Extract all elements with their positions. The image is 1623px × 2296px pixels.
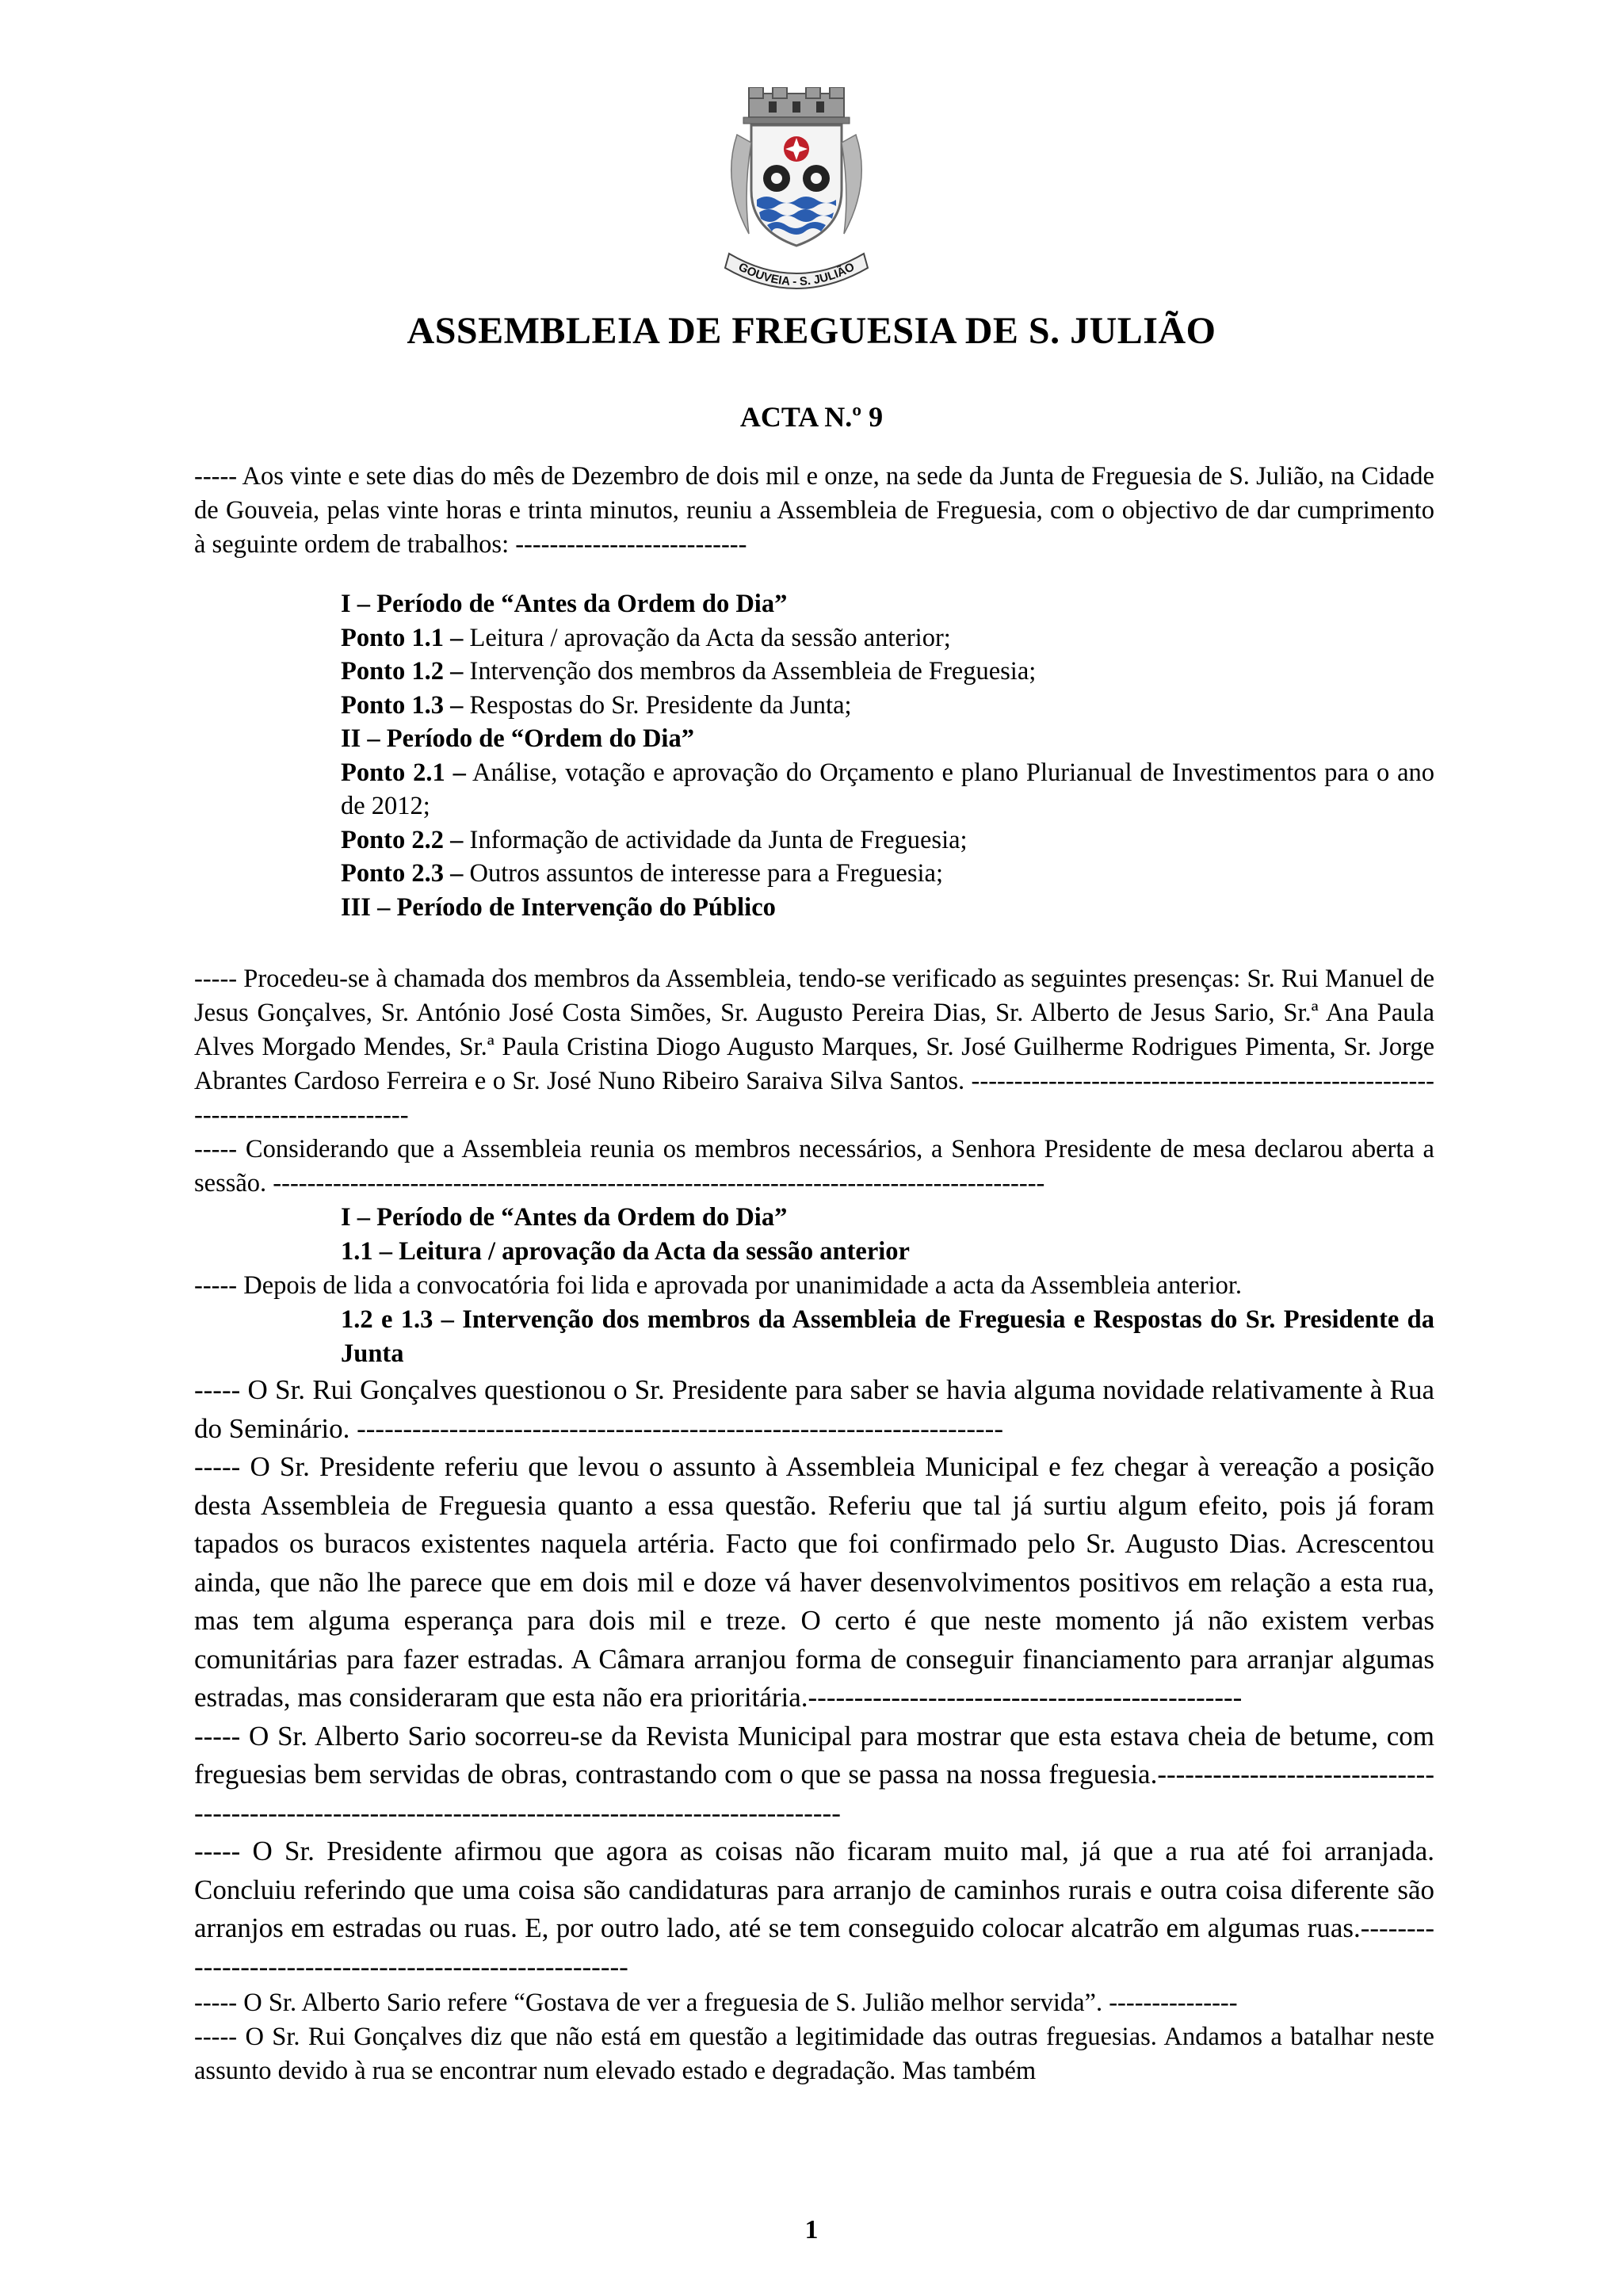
agenda-item-text: Outros assuntos de interesse para a Freguesia; — [463, 859, 943, 888]
agenda-item-label: Ponto 1.2 – — [341, 657, 464, 686]
agenda-item-1-2 — [341, 655, 1434, 689]
agenda-list — [341, 587, 1434, 924]
agenda-item-text: Leitura / aprovação da Acta da sessão anterior; — [463, 623, 951, 652]
agenda-period-1: I – Período de “Antes da Ordem do Dia” — [341, 590, 788, 618]
session-opening-paragraph: ----- Considerando que a Assembleia reunia os membros necessários, a Senhora Presidente de mesa declarou aberta a sessão. ------------------------------------------------------------------------------------------ — [194, 1135, 1434, 1198]
crest-motto: GOUVEIA - S. JULIÃO — [735, 260, 857, 289]
parish-crest — [705, 87, 888, 301]
paragraph-president-reply-1: ----- O Sr. Presidente referiu que levou o assunto à Assembleia Municipal e fez chegar à vereação a posição desta Assembleia de Freguesia quanto a essa questão. Referiu que tal já surtiu algum efeito, pois já foram tapados os buracos existentes naquela artéria. Facto que foi confirmado pelo Sr. Augusto Dias. Acrescentou ainda, que não lhe parece que em dois mil e doze vá haver desenvolvimentos positivos em relação a esta rua, mas tem alguma esperança para dois mil e treze. O certo é que neste momento já não existem verbas comunitárias para fazer estradas. A Câmara arranjou forma de conseguir financiamento para arranjar algumas estradas, mas consideraram que esta não era prioritária.----------------------------------------------- — [194, 1451, 1434, 1713]
agenda-item-1-1 — [341, 621, 1434, 655]
agenda-item-text: Intervenção dos membros da Assembleia de Freguesia; — [463, 657, 1037, 686]
section-heading-1-1: 1.1 – Leitura / aprovação da Acta da sessão anterior — [341, 1237, 910, 1266]
crest-emblem — [705, 87, 888, 301]
agenda-item-1-3 — [341, 689, 1434, 723]
intro-paragraph: ----- Aos vinte e sete dias do mês de Dezembro de dois mil e onze, na sede da Junta de Freguesia de S. Julião, na Cidade de Gouveia, pelas vinte horas e trinta minutos, reuniu a Assembleia de Freguesia, com o objectivo de dar cumprimento à seguinte ordem de trabalhos: --------------------------- — [194, 462, 1434, 559]
agenda-item-text: Análise, votação e aprovação do Orçamento e plano Plurianual de Investimentos para o ano de 2012; — [341, 758, 1434, 820]
document-title: ASSEMBLEIA DE FREGUESIA DE S. JULIÃO — [407, 310, 1216, 352]
minutes-approval-paragraph: ----- Depois de lida a convocatória foi lida e aprovada por unanimidade a acta da Assembleia anterior. — [194, 1271, 1243, 1300]
agenda-item-text: Respostas do Sr. Presidente da Junta; — [463, 690, 852, 720]
paragraph-rui-question: ----- O Sr. Rui Gonçalves questionou o Sr. Presidente para saber se havia alguma novidade relativamente à Rua do Seminário. ---------------------------------------------------------------------- — [194, 1374, 1434, 1444]
agenda-item-text: Informação de actividade da Junta de Freguesia; — [463, 825, 968, 854]
agenda-period-3: III – Período de Intervenção do Público — [341, 892, 776, 922]
agenda-item-label: Ponto 1.1 – — [341, 623, 464, 652]
page-number: 1 — [804, 2215, 819, 2244]
document-body — [194, 460, 1434, 2088]
section-heading-period-1: I – Período de “Antes da Ordem do Dia” — [341, 1203, 788, 1232]
paragraph-rui-2: ----- O Sr. Rui Gonçalves diz que não está em questão a legitimidade das outras freguesias. Andamos a batalhar neste assunto devido à rua se encontrar num elevado estado e degradação. Mas também — [194, 2023, 1434, 2085]
paragraph-alberto-1: ----- O Sr. Alberto Sario socorreu-se da Revista Municipal para mostrar que esta estava cheia de betume, com freguesias bem servidas de obras, contrastando com o que se passa na nossa freguesia.---------------------------------------------------------------------------------------------------- — [194, 1720, 1434, 1828]
agenda-item-label: Ponto 2.2 – — [341, 825, 464, 854]
agenda-period-2: II – Período de “Ordem do Dia” — [341, 724, 694, 753]
agenda-item-2-1 — [341, 756, 1434, 823]
attendance-paragraph: ----- Procedeu-se à chamada dos membros da Assembleia, tendo-se verificado as seguintes presenças: Sr. Rui Manuel de Jesus Gonçalves, Sr. António José Costa Simões, Sr. Augusto Pereira Dias, Sr. Alberto de Jesus Sario, Sr.ª Ana Paula Alves Morgado Mendes, Sr.ª Paula Cristina Diogo Augusto Marques, Sr. José Guilherme Rodrigues Pimenta, Sr. Jorge Abrantes Cardoso Ferreira e o Sr. José Nuno Ribeiro Saraiva Silva Santos. ------------------------------------------------------------------------------- — [194, 965, 1434, 1129]
agenda-item-label: Ponto 2.3 – — [341, 859, 464, 888]
paragraph-president-reply-2: ----- O Sr. Presidente afirmou que agora as coisas não ficaram muito mal, já que a rua até foi arranjada. Concluiu referindo que uma coisa são candidaturas para arranjo de caminhos rurais e outra coisa diferente são arranjos em estradas ou ruas. E, por outro lado, até se tem conseguido colocar alcatrão em algumas ruas.------------------------------------------------------- — [194, 1836, 1434, 1982]
agenda-item-label: Ponto 2.1 – — [341, 758, 466, 787]
agenda-item-2-2 — [341, 823, 1434, 858]
acta-number: ACTA N.º 9 — [739, 401, 884, 433]
agenda-item-2-3 — [341, 857, 1434, 891]
paragraph-alberto-2: ----- O Sr. Alberto Sario refere “Gostava de ver a freguesia de S. Julião melhor servida”. --------------- — [194, 1988, 1238, 2017]
section-heading-1-2-1-3: 1.2 e 1.3 – Intervenção dos membros da Assembleia de Freguesia e Respostas do Sr. Presidente da Junta — [341, 1305, 1434, 1368]
agenda-item-label: Ponto 1.3 – — [341, 690, 464, 720]
